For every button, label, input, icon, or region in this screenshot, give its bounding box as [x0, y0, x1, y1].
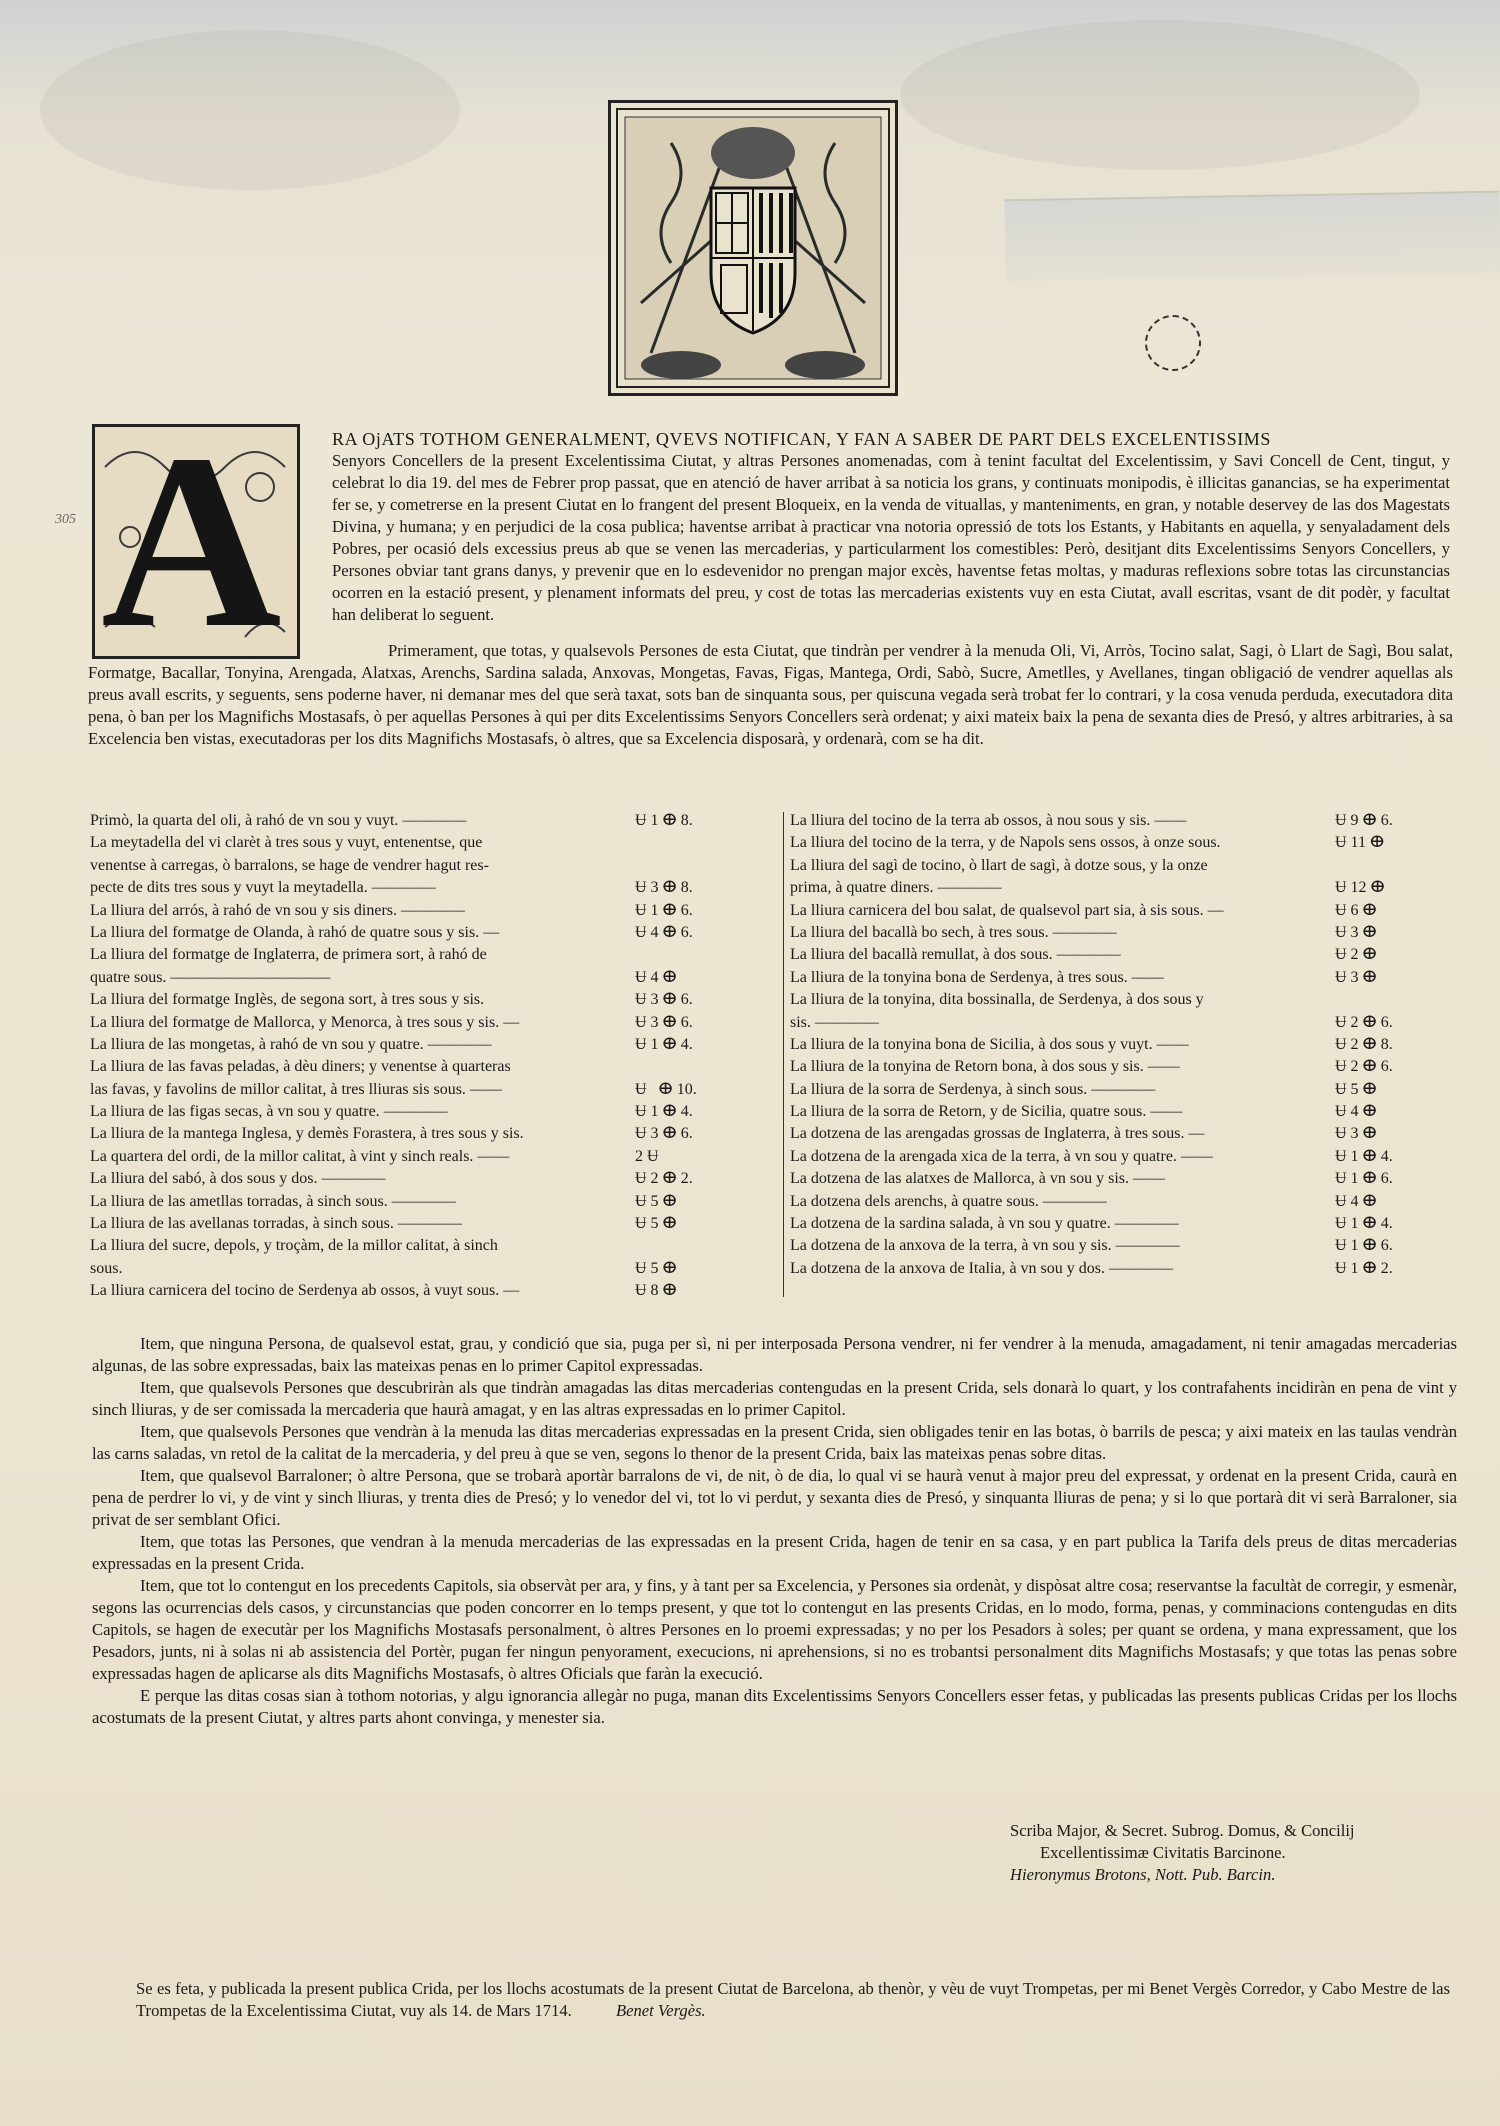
- price-item-text: La lliura carnicera del bou salat, de qualsevol part sia, à sis sous. —: [790, 901, 1224, 919]
- price-amount: Ʉ 2 ⴲ 6.: [1335, 1013, 1393, 1031]
- price-row: [90, 900, 780, 922]
- price-row: [90, 1168, 780, 1190]
- price-row: [790, 1191, 1470, 1213]
- price-item-text: La lliura de la sorra de Serdenya, à sinch sous. ————: [790, 1080, 1156, 1098]
- price-row: [90, 855, 780, 877]
- round-seal-stamp: [1145, 315, 1201, 371]
- price-item-text: La lliura de las figas secas, à vn sou y quatre. ————: [90, 1103, 448, 1121]
- price-item-text: La lliura de la tonyina de Retorn bona, à dos sous y sis. ——: [790, 1058, 1180, 1076]
- signature-city: Excellentissimæ Civitatis Barcinone.: [1040, 1843, 1286, 1862]
- price-row: [790, 922, 1470, 944]
- price-amount: Ʉ 5 ⴲ: [635, 1259, 677, 1277]
- price-amount: Ʉ 3 ⴲ: [1335, 1125, 1377, 1143]
- price-item-text: La lliura de las avellanas torradas, à sinch sous. ————: [90, 1215, 462, 1233]
- item-clause: Item, que totas las Persones, que vendran à la menuda mercaderias de las expressadas en la present Crida, hagen de tenir en sa casa, y en part publica la Tarifa dels preus de ditas mercaderias expressadas en la present Crida.: [92, 1532, 1457, 1573]
- price-item-text: las favas, y favolins de millor calitat, à tres lliuras sis sous. ——: [90, 1080, 502, 1098]
- price-row: [790, 1012, 1470, 1034]
- price-amount: Ʉ 4 ⴲ 6.: [635, 923, 693, 941]
- price-item-text: La lliura del formatge Inglès, de segona sort, à tres sous y sis.: [90, 991, 485, 1009]
- paper-tear: [1004, 191, 1500, 282]
- price-item-text: pecte de dits tres sous y vuyt la meytadella. ————: [90, 879, 436, 897]
- price-row: [790, 1034, 1470, 1056]
- item-clause: E perque las ditas cosas sian à tothom notorias, y algu ignorancia allegàr no puga, manan dits Excelentissims Senyors Concellers esser fetas, y publicadas las presents publicas Cridas per los llochs acostumats de la present Ciutat, y altres parts ahont convinga, y menester sia.: [92, 1686, 1457, 1727]
- price-item-text: sis. ————: [790, 1013, 879, 1031]
- proclamation-intro: [332, 428, 1450, 626]
- price-row: [90, 1258, 780, 1280]
- price-row: [90, 1056, 780, 1078]
- margin-note: 305: [55, 512, 76, 527]
- price-item-text: venentse à carregas, ò barralons, se hage de vendrer hagut res-: [90, 856, 489, 874]
- price-item-text: La lliura del bacallà remullat, à dos sous. ————: [790, 946, 1121, 964]
- item-clause: Item, que ninguna Persona, de qualsevol estat, grau, y condició que sia, puga per sì, ni per interposada Persona vendrer, ni fer vendrer à la menuda, amagadament, ni tenir amagadas mercaderias algunas, de las sobre expressadas, baix las mateixas penas en lo primer Capitol expressadas.: [92, 1334, 1457, 1375]
- publication-footer: [136, 1978, 1450, 2022]
- price-row: [790, 1079, 1470, 1101]
- price-item-text: La lliura del formatge de Mallorca, y Menorca, à tres sous y sis. —: [90, 1013, 520, 1031]
- price-item-text: La dotzena de las arengadas grossas de Inglaterra, à tres sous. —: [790, 1125, 1205, 1143]
- price-item-text: La lliura de las mongetas, à rahó de vn sou y quatre. ————: [90, 1035, 492, 1053]
- price-row: [90, 1280, 780, 1302]
- price-item-text: La lliura del tocino de la terra, y de Napols sens ossos, à onze sous.: [790, 834, 1221, 852]
- primerament-paragraph: Primerament, que totas, y qualsevols Persones de esta Ciutat, que tindràn per vendrer à la menuda Oli, Vi, Arròs, Tocino salat, Sagi, ò Llart de Sagì, Bou salat, Formatge, Bacallar, Tonyina, Arengada, Alatxas, Arenchs, Sardina salada, Anxovas, Mongetas, Favas, Figas, Mantega, Ordi, Sabò, Sucre, Ametlles, y Avellanes, tingan obligació de vendrer aquellas als preus avall escrits, y seguents, sens poderne haver, ni demanar mes del que serà taxat, sots ban de sinquanta sous, per quiscuna vegada serà trobat fer lo contrari, y la cosa venuda perduda, executadora dita pena, ò ban per los Magnifichs Mostasafs, ò per aquellas Persones à qui per dits Excelentissims Senyors Concellers serà ordenat; y aixi mateix baix la pena de sexanta dies de Presó, y altres arbitraries, à sa Excelencia ben vistas, executadoras per los dits Magnifichs Mostasafs, ò altres, que sa Excelencia disposarà, y ordenarà, com se ha dit.: [88, 641, 1453, 748]
- price-amount: Ʉ 5 ⴲ: [1335, 1080, 1377, 1098]
- price-row: [90, 1146, 780, 1168]
- price-amount: Ʉ 4 ⴲ: [1335, 1103, 1377, 1121]
- price-row: [90, 1213, 780, 1235]
- price-row: [90, 1191, 780, 1213]
- price-amount: Ʉ 3 ⴲ 6.: [635, 991, 693, 1009]
- intro-text: Senyors Concellers de la present Excelentissima Ciutat, y altras Persones anomenadas, com à tenint facultat del Excelentissim, y Savi Concell de Cent, tingut, y celebrat lo dia 19. del mes de Febrer prop passat, que en atenció de haver arribat à sa noticia los grans, y continuats monipodis, è illicitas ganancias, se ha experimentat fer se, y cometrerse en la present Ciutat en lo frangent del present Bloqueix, en la venda de vituallas, y manteniments, en gran, y notable deservey de las dos Magestats Divina, y humana; y en perjudici de la cosa publica; haventse arribat à practicar vna notoria opressió de tots los Estants, y Habitants en aquella, y senyaladament dels Pobres, per ocasió dels excessius preus ab que se venen las mercaderias, y particularment los comestibles: Però, desitjant dits Excelentissims Senyors Concellers, y Persones obviar tant grans danys, y prevenir que en lo esdevenidor no prengan major excès, haventse fetas moltas, y maduras reflexions sobre totas las circunstancias ocorren en la estació present, y plenament informats del preu, y cost de totas las mercaderias existents vuy en esta Ciutat, avall escritas, vsant de dit podèr, y facultat han deliberat lo seguent.: [332, 451, 1450, 624]
- footer-text: Se es feta, y publicada la present publica Crida, per los llochs acostumats de la present Ciutat de Barcelona, ab thenòr, y vèu de vuyt Trompetas, per mi Benet Vergès Corredor, y Cabo Mestre de las Trompetas de la Excelentissima Ciutat, vuy als 14. de Mars 1714.: [136, 1979, 1450, 2020]
- price-row: [790, 1123, 1470, 1145]
- price-list-right: [790, 810, 1470, 1280]
- price-item-text: La lliura del bacallà bo sech, à tres sous. ————: [790, 923, 1117, 941]
- column-divider: [783, 812, 784, 1297]
- price-item-text: La dotzena de las alatxes de Mallorca, à vn sou y sis. ——: [790, 1170, 1165, 1188]
- price-row: [90, 944, 780, 966]
- price-row: [790, 877, 1470, 899]
- footer-signer: Benet Vergès.: [616, 2001, 706, 2020]
- price-amount: Ʉ 4 ⴲ: [635, 968, 677, 986]
- price-amount: Ʉ 11 ⴲ: [1335, 834, 1385, 852]
- price-row: [90, 1034, 780, 1056]
- item-clause: Item, que qualsevols Persones que vendràn à la menuda las ditas mercaderias expressadas en la present Crida, sien obligades tenir en las botas, ò barrils de pesca; y aixi mateix en las taulas vendràn las carns saladas, vn retol de la calitat de la mercaderia, y del preu à que se ven, segons lo thenor de la present Crida, baix las mateixas penas sobre ditas.: [92, 1422, 1457, 1463]
- price-item-text: La dotzena de la sardina salada, à vn sou y quatre. ————: [790, 1215, 1179, 1233]
- price-item-text: prima, à quatre diners. ————: [790, 879, 1002, 897]
- price-amount: Ʉ 2 ⴲ 2.: [635, 1170, 693, 1188]
- price-row: [90, 1235, 780, 1257]
- price-amount: Ʉ 1 ⴲ 6.: [1335, 1170, 1393, 1188]
- price-list-left: [90, 810, 780, 1303]
- price-item-text: La lliura del sucre, depols, y troçàm, de la millor calitat, à sinch: [90, 1237, 498, 1255]
- price-item-text: La lliura del formatge de Inglaterra, de primera sort, à rahó de: [90, 946, 487, 964]
- price-item-text: La lliura del formatge de Olanda, à rahó de quatre sous y sis. —: [90, 923, 500, 941]
- signature-name: Hieronymus Brotons, Nott. Pub. Barcin.: [1010, 1865, 1276, 1884]
- price-row: [790, 967, 1470, 989]
- price-item-text: La quartera del ordi, de la millor calitat, à vint y sinch reals. ——: [90, 1147, 510, 1165]
- price-amount: Ʉ 3 ⴲ 8.: [635, 879, 693, 897]
- price-row: [790, 900, 1470, 922]
- price-item-text: La dotzena de la arengada xica de la terra, à vn sou y quatre. ——: [790, 1147, 1213, 1165]
- price-amount: Ʉ ⴲ 10.: [635, 1080, 697, 1098]
- price-row: [90, 1012, 780, 1034]
- price-row: [790, 1235, 1470, 1257]
- price-amount: Ʉ 6 ⴲ: [1335, 901, 1377, 919]
- price-amount: Ʉ 9 ⴲ 6.: [1335, 812, 1393, 829]
- price-item-text: La lliura de la tonyina bona de Serdenya, à tres sous. ——: [790, 968, 1164, 986]
- paper-stain: [40, 30, 460, 190]
- price-row: [790, 832, 1470, 854]
- price-item-text: quatre sous. ——————————: [90, 968, 331, 986]
- price-amount: Ʉ 2 ⴲ: [1335, 946, 1377, 964]
- scribe-signature-block: [1010, 1820, 1410, 1886]
- price-row: [90, 1101, 780, 1123]
- price-item-text: La lliura de la tonyina, dita bossinalla, de Serdenya, à dos sous y: [790, 991, 1204, 1009]
- price-row: [90, 967, 780, 989]
- price-row: [790, 1101, 1470, 1123]
- price-amount: Ʉ 4 ⴲ: [1335, 1192, 1377, 1210]
- item-clause: Item, que tot lo contengut en los precedents Capitols, sia observàt per ara, y fins, y à tant per sa Excelencia, y Persones sia ordenàt, y dispòsat altre cosa; reservantse la facultàt de corregir, y esmenàr, segons las ocurrencias dels casos, y circunstancias que poden concorrer en lo temps present, y que tot lo contengut en las presents Cridas, en lo modo, forma, penas, y comminacions contengudas en dits Capitols, se hagen de executàr per los Magnifichs Mostasafs personalment, ò altres Persones en lo proemi expressadas; y no per los Pesadors à soles; per quant se ordena, y mana expressament, que los Pesadors, junts, ni à solas ni ab assistencia del Portèr, pugan fer ningun penyorament, execucions, ni aprehensions, si no es trobantsi personalment dits Magnifichs Mostasafs; y que totas las penas sobre expressadas hagen de aplicarse als dits Magnifichs Mostasafs, ò altres Oficials que faràn la execució.: [92, 1576, 1457, 1683]
- price-row: [790, 810, 1470, 832]
- price-amount: Ʉ 1 ⴲ 8.: [635, 812, 693, 829]
- price-row: [790, 944, 1470, 966]
- price-amount: Ʉ 12 ⴲ: [1335, 879, 1385, 897]
- price-row: [90, 810, 780, 832]
- price-amount: Ʉ 1 ⴲ 4.: [635, 1035, 693, 1053]
- price-item-text: sous.: [90, 1259, 123, 1277]
- price-item-text: La dotzena dels arenchs, à quatre sous. ————: [790, 1192, 1107, 1210]
- price-item-text: La lliura del arrós, à rahó de vn sou y sis diners. ————: [90, 901, 466, 919]
- price-row: [90, 1079, 780, 1101]
- price-item-text: La lliura de las favas peladas, à dèu diners; y venentse à quarteras: [90, 1058, 511, 1076]
- item-clause: Item, que qualsevols Persones que descubriràn als que tindràn amagadas las ditas mercaderias contengudas en la present Crida, sels donarà lo quart, y los contrafahents incidiràn en pena de vint y sinch lliuras, y de ser comissada la mercaderia que haurà amagat, y en las altras expressadas en lo primer Capitol.: [92, 1378, 1457, 1419]
- price-amount: Ʉ 1 ⴲ 2.: [1335, 1259, 1393, 1277]
- price-row: [90, 877, 780, 899]
- price-row: [790, 1146, 1470, 1168]
- item-clauses: [92, 1333, 1457, 1729]
- paper-stain: [900, 20, 1420, 170]
- price-item-text: La meytadella del vi clarèt à tres sous y vuyt, entenentse, que: [90, 834, 483, 852]
- price-row: [790, 989, 1470, 1011]
- coat-of-arms-woodcut: [608, 100, 898, 396]
- price-amount: Ʉ 5 ⴲ: [635, 1192, 677, 1210]
- price-row: [790, 1168, 1470, 1190]
- price-amount: Ʉ 1 ⴲ 6.: [635, 901, 693, 919]
- price-item-text: La lliura de la tonyina bona de Sicilia, à dos sous y vuyt. ——: [790, 1035, 1189, 1053]
- price-item-text: Primò, la quarta del oli, à rahó de vn sou y vuyt. ————: [90, 812, 467, 829]
- signature-title: Scriba Major, & Secret. Subrog. Domus, & Concilij: [1010, 1821, 1355, 1840]
- price-item-text: La lliura del sabó, à dos sous y dos. ————: [90, 1170, 386, 1188]
- price-row: [790, 1056, 1470, 1078]
- price-row: [790, 855, 1470, 877]
- price-amount: Ʉ 3 ⴲ: [1335, 923, 1377, 941]
- price-amount: Ʉ 1 ⴲ 4.: [1335, 1215, 1393, 1233]
- price-amount: Ʉ 1 ⴲ 6.: [1335, 1237, 1393, 1255]
- item-clause: Item, que qualsevol Barraloner; ò altre Persona, que se trobarà aportàr barralons de vi, de nit, ò de dia, lo qual vi se haurà venut à major preu del expressat, y ordenat en la present Crida, caurà en pena de perdrer lo vi, y de vint y sinch lliuras, y trenta dies de Presó; y lo venedor del vi, tot lo vi perdut, y sexanta dies de Presó, y sinquanta lliuras de pena; y si lo que portarà dit vi serà Barraloner, sia privat de ser semblant Ofici.: [92, 1466, 1457, 1529]
- price-row: [90, 922, 780, 944]
- price-amount: Ʉ 3 ⴲ: [1335, 968, 1377, 986]
- price-row: [90, 989, 780, 1011]
- intro-heading: RA OjATS TOTHOM GENERALMENT, QVEVS NOTIFICAN, Y FAN A SABER DE PART DELS EXCELENTISSIMS: [332, 429, 1272, 449]
- price-row: [90, 832, 780, 854]
- price-amount: Ʉ 1 ⴲ 4.: [1335, 1147, 1393, 1165]
- price-item-text: La lliura de la mantega Inglesa, y demès Forastera, à tres sous y sis.: [90, 1125, 524, 1143]
- price-item-text: La dotzena de la anxova de la terra, à vn sou y sis. ————: [790, 1237, 1180, 1255]
- price-row: [790, 1258, 1470, 1280]
- coat-of-arms-illustration: [611, 103, 895, 393]
- price-amount: Ʉ 5 ⴲ: [635, 1215, 677, 1233]
- price-item-text: La lliura del sagì de tocino, ò llart de sagì, à dotze sous, y la onze: [790, 856, 1208, 874]
- initial-letter: A: [101, 403, 282, 680]
- price-item-text: La dotzena de la anxova de Italia, à vn sou y dos. ————: [790, 1259, 1173, 1277]
- price-amount: Ʉ 3 ⴲ 6.: [635, 1013, 693, 1031]
- price-item-text: La lliura carnicera del tocino de Serdenya ab ossos, à vuyt sous. —: [90, 1282, 520, 1300]
- price-row: [90, 1123, 780, 1145]
- price-amount: Ʉ 3 ⴲ 6.: [635, 1125, 693, 1143]
- price-amount: Ʉ 2 ⴲ 8.: [1335, 1035, 1393, 1053]
- price-amount: Ʉ 1 ⴲ 4.: [635, 1103, 693, 1121]
- price-item-text: La lliura del tocino de la terra ab ossos, à nou sous y sis. ——: [790, 812, 1187, 829]
- price-item-text: La lliura de las ametllas torradas, à sinch sous. ————: [90, 1192, 456, 1210]
- price-row: [790, 1213, 1470, 1235]
- price-amount: Ʉ 2 ⴲ 6.: [1335, 1058, 1393, 1076]
- price-amount: Ʉ 8 ⴲ: [635, 1282, 677, 1300]
- price-item-text: La lliura de la sorra de Retorn, y de Sicilia, quatre sous. ——: [790, 1103, 1183, 1121]
- price-amount: 2 Ʉ: [635, 1147, 659, 1165]
- decorated-initial: [92, 403, 300, 680]
